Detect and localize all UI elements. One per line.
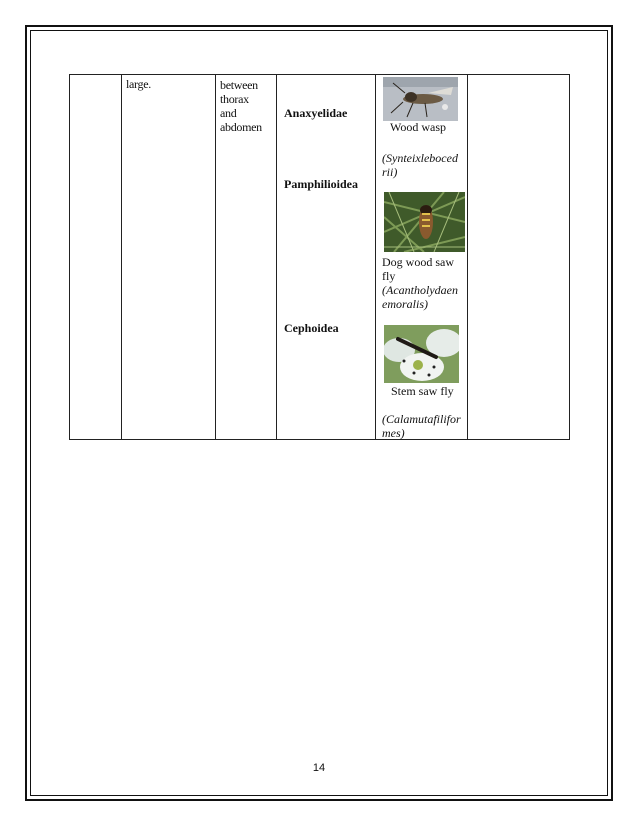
table-cell-feature: [216, 75, 277, 440]
example-common-name: Stem saw fly: [391, 384, 454, 398]
example-scientific-name: [382, 151, 458, 179]
dogwood-sawfly-photo: [384, 192, 465, 252]
page-number: 14: [312, 762, 326, 774]
common-line: Dog wood saw: [382, 255, 454, 269]
sci-line: mes): [382, 426, 405, 440]
table-cell-examples: [376, 75, 468, 440]
example-scientific-name: [382, 412, 461, 440]
table-cell-taxa: [277, 75, 376, 440]
sci-line: (Synteixleboced: [382, 151, 458, 165]
sci-line: Acantholydaen: [386, 283, 458, 297]
taxon-pamphilioidea: Pamphilioidea: [284, 177, 359, 191]
stem-sawfly-photo: [384, 325, 459, 383]
table-row: [70, 75, 570, 440]
feature-line: thorax: [220, 92, 249, 106]
taxon-cephoidea: Cephoidea: [284, 321, 339, 335]
table-cell-description: [122, 75, 216, 440]
example-common-name: Wood wasp: [390, 120, 447, 134]
description-text: large.: [126, 77, 151, 91]
sci-line: (Calamutafilifor: [382, 412, 461, 426]
feature-line: and: [220, 106, 237, 120]
insect-table: [69, 74, 570, 440]
example-common-name: Dog wood saw fly (Acantholydaen emoralis): [382, 255, 458, 311]
taxon-anaxyelidae: Anaxyelidae: [284, 106, 348, 120]
sci-line: rii): [382, 165, 398, 179]
table-cell-empty: [468, 75, 570, 440]
feature-line: between: [220, 78, 258, 92]
table-cell-empty: [70, 75, 122, 440]
sci-line: emoralis): [382, 297, 428, 311]
common-line: fly: [382, 269, 396, 283]
feature-line: abdomen: [220, 120, 262, 134]
wood-wasp-photo: [383, 77, 458, 121]
